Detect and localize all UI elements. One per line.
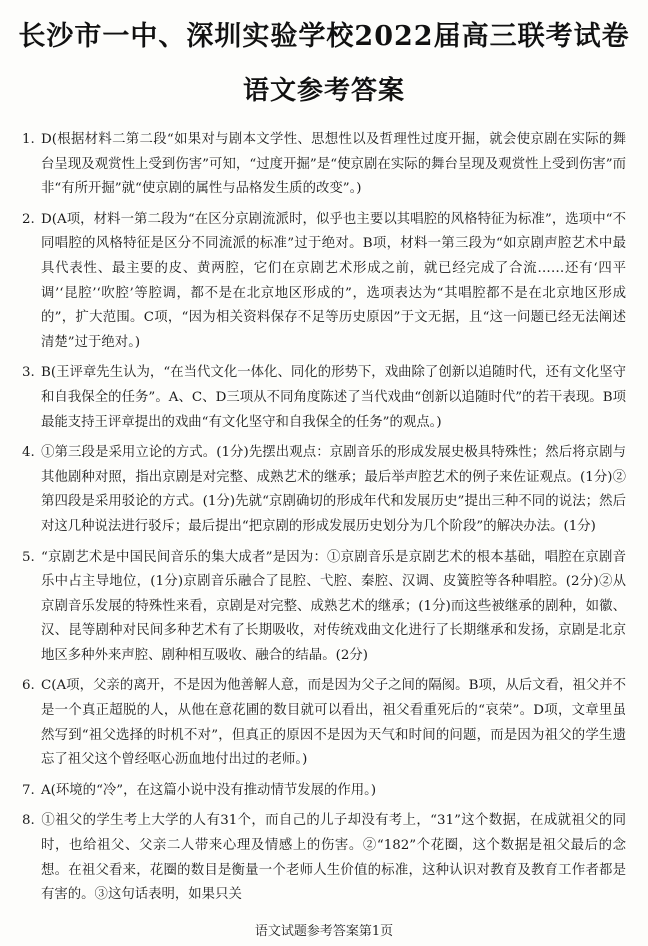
- answer-number: 1.: [22, 132, 35, 147]
- answer-text: B(王评章先生认为，“在当代文化一体化、同化的形势下，戏曲除了创新以追随时代，还有文化坚守和自我保全的任务”。A、C、D三项从不同角度陈述了当代戏曲“创新以追随时代”的若干表现。B项最能支持王评章提出的戏曲“有文化坚守和自我保全的任务”的观点。): [41, 365, 626, 430]
- answer-text: D(A项，材料一第二段为“在区分京剧流派时，似乎也主要以其唱腔的风格特征为标准”，选项中“不同唱腔的风格特征是区分不同流派的标准”过于绝对。B项，材料一第三段为“如京剧声腔艺术中最具代表性、最主要的皮、黄两腔，它们在京剧艺术形成之前，就已经完成了合流……还有‘四平调’‘昆腔’‘吹腔’等腔调，都不是在北京地区形成的”，选项表达为“其唱腔都不是在北京地区形成的”，扩大范围。C项，“因为相关资料保存不足等历史原因”于文无据，且“这一问题已经无法阐述清楚”过于绝对。): [41, 211, 626, 350]
- answer-key-heading: 语文参考答案: [242, 76, 405, 106]
- answer-item-3: [22, 361, 626, 435]
- answer-number: 3.: [22, 365, 35, 381]
- answer-number: 5.: [22, 549, 35, 565]
- answer-item-4: [22, 441, 626, 539]
- answer-number: 2.: [22, 211, 35, 227]
- answer-list: [22, 128, 626, 914]
- answer-number: 7.: [22, 782, 35, 798]
- answer-text: C(A项，父亲的离开，不是因为他善解人意，而是因为父子之间的隔阂。B项，从后文看，祖父并不是一个真正超脱的人，从他在意花圃的数目就可以看出，祖父看重死后的“哀荣”。D项，文章里虽然写到“祖父选择的时机不对”，但真正的原因不是因为天气和时间的问题，而是因为祖父的学生遗忘了祖父这个曾经呕心沥血地付出过的老师。): [41, 678, 626, 768]
- answer-text: A(环境的“冷”，在这篇小说中没有推动情节发展的作用。): [41, 782, 377, 798]
- answer-item-1: [22, 128, 626, 202]
- answer-number: 6.: [22, 678, 35, 694]
- page-footer: 语文试题参考答案第1页: [254, 924, 394, 939]
- answer-item-2: [22, 208, 626, 356]
- answer-number: 4.: [22, 445, 35, 461]
- answer-item-5: [22, 546, 626, 669]
- answer-text: D(根据材料二第二段“如果对与剧本文学性、思想性以及哲理性过度开掘，就会使京剧在实际的舞台呈现及观赏性上受到伤害”可知，“过度开掘”是“使京剧在实际的舞台呈现及观赏性上受到伤害”而非“有所开掘”就“使京剧的属性与品格发生质的改变”。): [41, 132, 626, 197]
- answer-text: ①祖父的学生考上大学的人有31个，而自己的儿子却没有考上，“31”这个数据，在成就祖父的同时，也给祖父、父亲二人带来心理及情感上的伤害。②“182”个花圈，这个数据是祖父最后的念想。在祖父看来，花圈的数目是衡量一个老师人生价值的标准，这种认识对教育及教育工作者都是有害的。③这句话表明，如果只关: [41, 813, 626, 903]
- answer-text: “京剧艺术是中国民间音乐的集大成者”是因为：①京剧音乐是京剧艺术的根本基础，唱腔在京剧音乐中占主导地位，(1分)京剧音乐融合了昆腔、弋腔、秦腔、汉调、皮簧腔等各种唱腔。(2分)②从京剧音乐发展的特殊性来看，京剧是对完整、成熟艺术的继承；(1分)而这些被继承的剧种，如徽、汉、昆等剧种对民间多种艺术有了长期吸收，对传统戏曲文化进行了长期继承和发扬，京剧是北京地区多种外来声腔、剧种相互吸收、融合的结晶。(2分): [41, 549, 626, 663]
- answer-item-7: [22, 779, 626, 804]
- exam-title: 长沙市一中、深圳实验学校2022届高三联考试卷: [18, 21, 630, 52]
- answer-number: 8.: [22, 813, 35, 829]
- answer-item-8: [22, 809, 626, 907]
- answer-item-6: [22, 674, 626, 772]
- answer-text: ①第三段是采用立论的方式。(1分)先摆出观点：京剧音乐的形成发展史极具特殊性；然后将京剧与其他剧种对照，指出京剧是对完整、成熟艺术的继承；最后举声腔艺术的例子来佐证观点。(1分)②第四段是采用驳论的方式。(1分)先就“京剧确切的形成年代和发展历史”提出三种不同的说法；然后对这几种说法进行驳斥；最后提出“把京剧的形成发展历史划分为几个阶段”的解决办法。(1分): [41, 445, 626, 534]
